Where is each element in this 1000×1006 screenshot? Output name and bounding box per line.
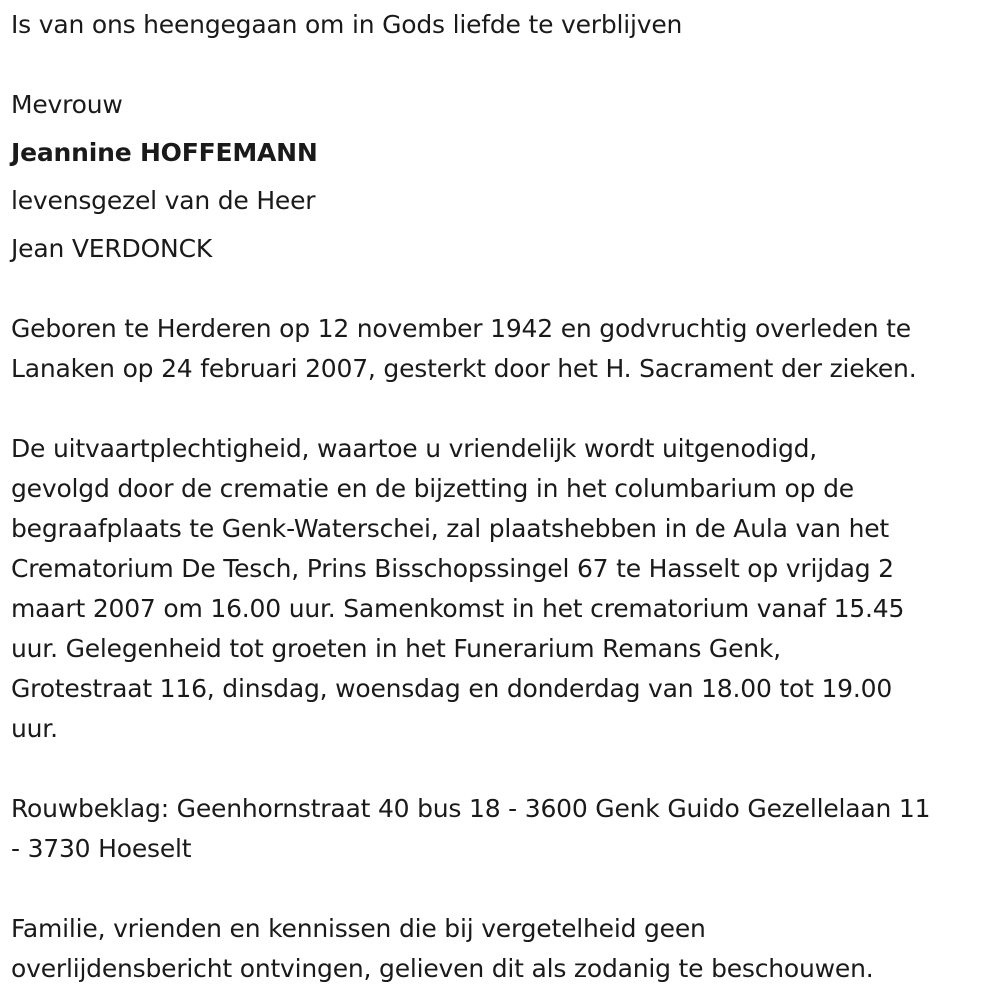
mourning-address-line: Rouwbeklag: Geenhornstraat 40 bus 18 - 3600 Genk Guido Gezellelaan 11 <box>11 794 931 823</box>
closing-line: Familie, vrienden en kennissen die bij vergetelheid geen <box>11 914 706 943</box>
ceremony-line: uur. <box>11 714 58 743</box>
intro-text: Is van ons heengegaan om in Gods liefde te verblijven <box>11 10 683 39</box>
ceremony-line: Crematorium De Tesch, Prins Bisschopssingel 67 te Hasselt op vrijdag 2 <box>11 554 894 583</box>
partner-name: Jean VERDONCK <box>11 234 213 263</box>
relation-text: levensgezel van de Heer <box>11 186 316 215</box>
closing-line: overlijdensbericht ontvingen, gelieven dit als zodanig te beschouwen. <box>11 954 874 983</box>
ceremony-line: gevolgd door de crematie en de bijzetting in het columbarium op de <box>11 474 854 503</box>
salutation: Mevrouw <box>11 90 123 119</box>
ceremony-line: uur. Gelegenheid tot groeten in het Funerarium Remans Genk, <box>11 634 781 663</box>
ceremony-line: begraafplaats te Genk-Waterschei, zal plaatshebben in de Aula van het <box>11 514 889 543</box>
ceremony-line: Grotestraat 116, dinsdag, woensdag en donderdag van 18.00 tot 19.00 <box>11 674 893 703</box>
deceased-name: Jeannine HOFFEMANN <box>11 138 318 167</box>
ceremony-line: maart 2007 om 16.00 uur. Samenkomst in het crematorium vanaf 15.45 <box>11 594 905 623</box>
ceremony-line: De uitvaartplechtigheid, waartoe u vriendelijk wordt uitgenodigd, <box>11 434 818 463</box>
mourning-address-line: - 3730 Hoeselt <box>11 834 192 863</box>
birth-death-line: Lanaken op 24 februari 2007, gesterkt door het H. Sacrament der zieken. <box>11 354 917 383</box>
birth-death-line: Geboren te Herderen op 12 november 1942 en godvruchtig overleden te <box>11 314 911 343</box>
